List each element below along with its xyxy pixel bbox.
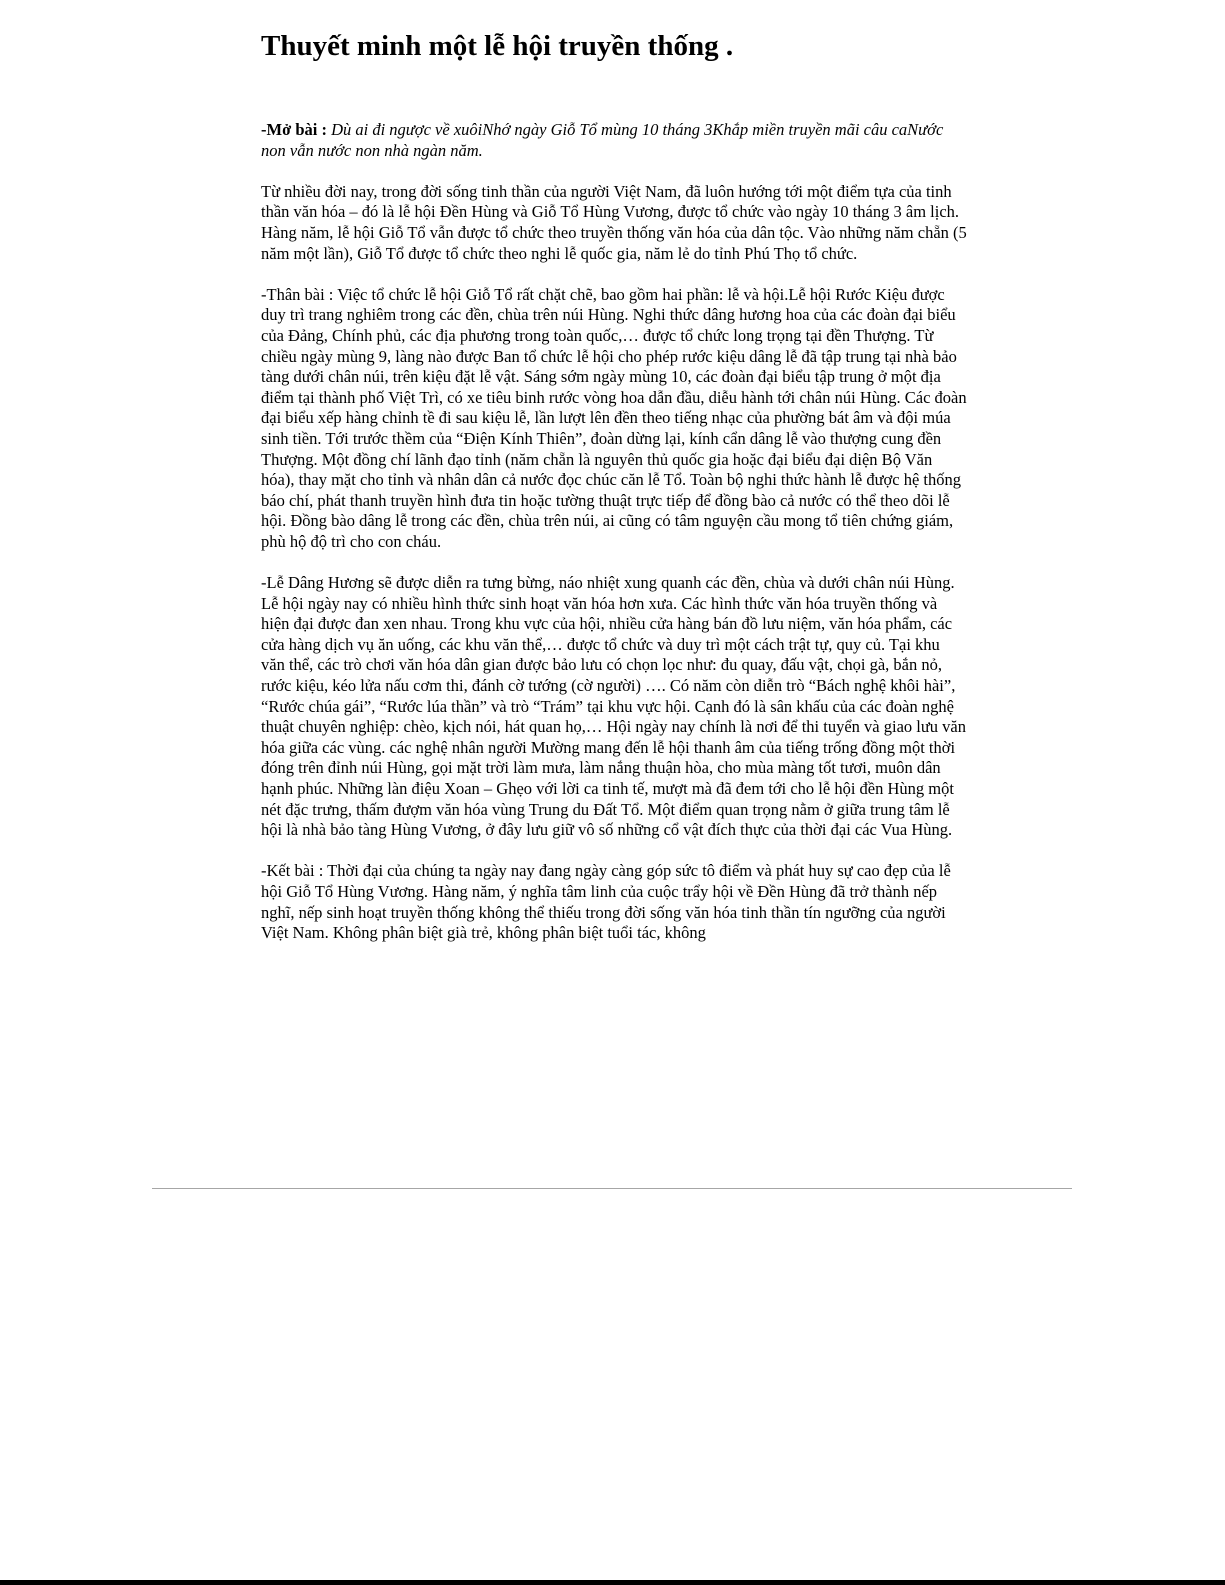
intro-paragraph <box>261 120 967 161</box>
document-title: Thuyết minh một lễ hội truyền thống . <box>261 30 734 62</box>
paragraph-body-festival: -Lễ Dâng Hương sẽ được diễn ra tưng bừng, náo nhiệt xung quanh các đền, chùa và dưới chân núi Hùng. Lễ hội ngày nay có nhiều hình thức sinh hoạt văn hóa hơn xưa. Các hình thức văn hóa truyền thống và hiện đại được đan xen nhau. Trong khu vực của hội, nhiều cửa hàng bán đồ lưu niệm, văn hóa phẩm, các cửa hàng dịch vụ ăn uống, các khu văn thể,… được tổ chức và duy trì một cách trật tự, quy củ. Tại khu văn thể, các trò chơi văn hóa dân gian được bảo lưu có chọn lọc như: đu quay, đấu vật, chọi gà, bắn nỏ, rước kiệu, kéo lửa nấu cơm thi, đánh cờ tướng (cờ người) …. Có năm còn diễn trò “Bách nghệ khôi hài”, “Rước chúa gái”, “Rước lúa thần” và trò “Trám” tại khu vực hội. Cạnh đó là sân khấu của các đoàn nghệ thuật chuyên nghiệp: chèo, kịch nói, hát quan họ,… Hội ngày nay chính là nơi để thi tuyển và giao lưu văn hóa giữa các vùng. các nghệ nhân người Mường mang đến lễ hội thanh âm của tiếng trống đồng một thời đóng trên đỉnh núi Hùng, gọi mặt trời làm mưa, làm nắng thuận hòa, cho mùa màng tốt tươi, muôn dân hạnh phúc. Những làn điệu Xoan – Ghẹo với lời ca tinh tế, mượt mà đã đem tới cho lễ hội đền Hùng một nét đặc trưng, thấm đượm văn hóa vùng Trung du Đất Tổ. Một điểm quan trọng nằm ở giữa trung tâm lễ hội là nhà bảo tàng Hùng Vương, ở đây lưu giữ vô số những cổ vật đích thực của thời đại các Vua Hùng. <box>261 573 967 840</box>
bottom-edge-bar <box>0 1580 1225 1585</box>
paragraph-context: Từ nhiều đời nay, trong đời sống tinh thần của người Việt Nam, đã luôn hướng tới một điểm tựa của tinh thần văn hóa – đó là lễ hội Đền Hùng và Giỗ Tổ Hùng Vương, được tổ chức vào ngày 10 tháng 3 âm lịch. Hàng năm, lễ hội Giỗ Tổ vẫn được tổ chức theo truyền thống văn hóa của dân tộc. Vào những năm chẵn (5 năm một lần), Giỗ Tổ được tổ chức theo nghi lễ quốc gia, năm lẻ do tỉnh Phú Thọ tổ chức. <box>261 181 967 263</box>
intro-poem: Dù ai đi ngược về xuôiNhớ ngày Giỗ Tổ mùng 10 tháng 3Khắp miền truyền mãi câu caNước non vẫn nước non nhà ngàn năm. <box>261 120 944 160</box>
paragraph-conclusion: -Kết bài : Thời đại của chúng ta ngày nay đang ngày càng góp sức tô điểm và phát huy sự cao đẹp của lễ hội Giỗ Tổ Hùng Vương. Hàng năm, ý nghĩa tâm linh của cuộc trẩy hội về Đền Hùng đã trở thành nếp nghĩ, nếp sinh hoạt truyền thống không thể thiếu trong đời sống văn hóa tinh thần tín ngưỡng của người Việt Nam. Không phân biệt già trẻ, không phân biệt tuổi tác, không <box>261 861 951 943</box>
paragraph-body-ceremony: -Thân bài : Việc tổ chức lễ hội Giỗ Tổ rất chặt chẽ, bao gồm hai phần: lễ và hội.Lễ hội Rước Kiệu được duy trì trang nghiêm trong các đền, chùa trên núi Hùng. Nghi thức dâng hương hoa của các đoàn đại biểu của Đảng, Chính phủ, các địa phương trong toàn quốc,… được tổ chức long trọng tại đền Thượng. Từ chiều ngày mùng 9, làng nào được Ban tổ chức lễ hội cho phép rước kiệu dâng lễ đã tập trung tại nhà bảo tàng dưới chân núi, trên kiệu đặt lễ vật. Sáng sớm ngày mùng 10, các đoàn đại biểu tập trung ở một địa điểm tại thành phố Việt Trì, có xe tiêu binh rước vòng hoa dẫn đầu, diễu hành tới chân núi Hùng. Các đoàn đại biểu xếp hàng chỉnh tề đi sau kiệu lễ, lần lượt lên đền theo tiếng nhạc của phường bát âm và đội múa sinh tiền. Tới trước thềm của “Điện Kính Thiên”, đoàn dừng lại, kính cẩn dâng lễ vào thượng cung đền Thượng. Một đồng chí lãnh đạo tỉnh (năm chẵn là nguyên thủ quốc gia hoặc đại biểu đại diện Bộ Văn hóa), thay mặt cho tỉnh và nhân dân cả nước đọc chúc căn lễ Tổ. Toàn bộ nghi thức hành lễ được hệ thống báo chí, phát thanh truyền hình đưa tin hoặc tường thuật trực tiếp để đồng bào cả nước có thể theo dõi lễ hội. Đồng bào dâng lễ trong các đền, chùa trên núi, ai cũng có tâm nguyện cầu mong tổ tiên chứng giám, phù hộ độ trì cho con cháu. <box>261 284 967 551</box>
page-divider <box>152 1188 1072 1189</box>
document-content <box>261 26 967 964</box>
intro-lead: -Mở bài : <box>261 120 327 139</box>
